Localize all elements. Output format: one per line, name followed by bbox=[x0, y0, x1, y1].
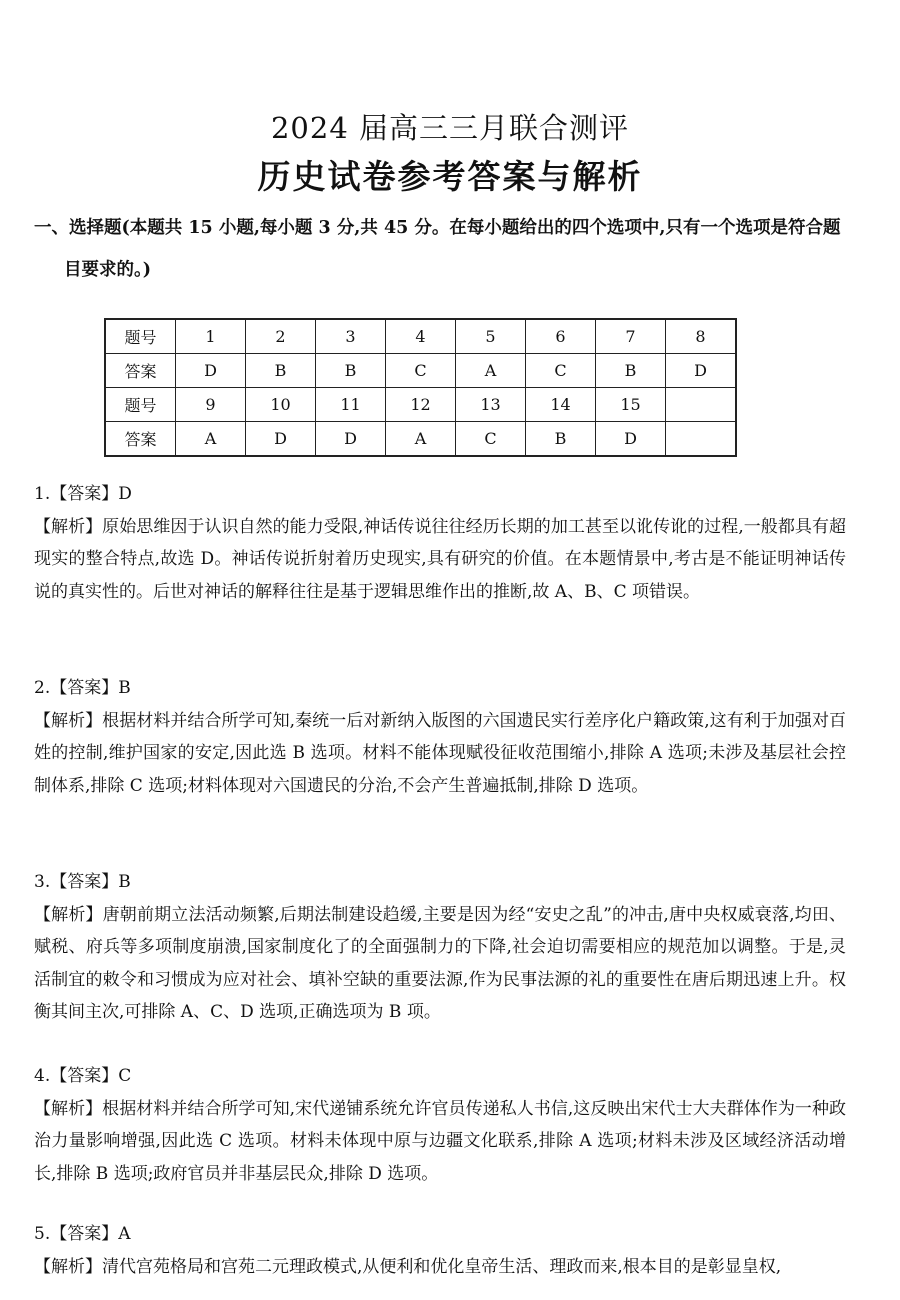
question-number: 12 bbox=[386, 388, 456, 422]
question-number: 3 bbox=[316, 319, 386, 354]
question-number: 8 bbox=[666, 319, 737, 354]
exam-title: 2024 届高三三月联合测评 bbox=[270, 111, 630, 145]
row-label: 题号 bbox=[105, 319, 176, 354]
answer-cell: D bbox=[316, 422, 386, 457]
explanation-5 bbox=[34, 1218, 846, 1283]
question-number: 13 bbox=[456, 388, 526, 422]
answer-cell: B bbox=[526, 422, 596, 457]
question-number: 1 bbox=[176, 319, 246, 354]
explanation-2 bbox=[34, 672, 846, 802]
row-label: 答案 bbox=[105, 354, 176, 388]
question-number: 7 bbox=[596, 319, 666, 354]
answer-heading: 3.【答案】B bbox=[34, 872, 131, 892]
answer-cell: A bbox=[176, 422, 246, 457]
answer-cell: D bbox=[176, 354, 246, 388]
explanation-text: 【解析】唐朝前期立法活动频繁,后期法制建设趋缓,主要是因为经“安史之乱”的冲击,唐中央权威衰落,均田、赋税、府兵等多项制度崩溃,国家制度化了的全面强制力的下降,社会迫切需要相应的规范加以调整。于是,灵活制宜的敕令和习惯成为应对社会、填补空缺的重要法源,作为民事法源的礼的重要性在唐后期迅速上升。权衡其间主次,可排除 A、C、D 选项,正确选项为 B 项。 bbox=[34, 904, 846, 1022]
explanation-text: 【解析】根据材料并结合所学可知,秦统一后对新纳入版图的六国遗民实行差序化户籍政策,这有利于加强对百姓的控制,维护国家的安定,因此选 B 选项。材料不能体现赋役征收范围缩小,排除 A 选项;未涉及基层社会控制体系,排除 C 选项;材料体现对六国遗民的分治,不会产生普遍抵制,排除 D 选项。 bbox=[34, 710, 846, 796]
section-heading-line2: 目要求的。) bbox=[64, 260, 152, 280]
empty-cell bbox=[666, 388, 737, 422]
empty-cell bbox=[666, 422, 737, 457]
answer-cell: C bbox=[456, 422, 526, 457]
table-row-answers-2 bbox=[105, 422, 736, 457]
answer-heading: 1.【答案】D bbox=[34, 484, 132, 504]
section-heading bbox=[34, 207, 846, 291]
table-row-answers-1 bbox=[105, 354, 736, 388]
answer-cell: B bbox=[246, 354, 316, 388]
question-number: 10 bbox=[246, 388, 316, 422]
explanation-3 bbox=[34, 866, 846, 1029]
question-number: 5 bbox=[456, 319, 526, 354]
answer-cell: A bbox=[456, 354, 526, 388]
explanation-text: 【解析】原始思维因于认识自然的能力受限,神话传说往往经历长期的加工甚至以讹传讹的过程,一般都具有超现实的整合特点,故选 D。神话传说折射着历史现实,具有研究的价值。在本题情景中,考古是不能证明神话传说的真实性的。后世对神话的解释往往是基于逻辑思维作出的推断,故 A、B、C 项错误。 bbox=[34, 516, 846, 602]
question-number: 11 bbox=[316, 388, 386, 422]
explanation-4 bbox=[34, 1060, 846, 1190]
question-number: 14 bbox=[526, 388, 596, 422]
question-number: 9 bbox=[176, 388, 246, 422]
document-title: 历史试卷参考答案与解析 bbox=[257, 157, 643, 196]
answer-cell: B bbox=[596, 354, 666, 388]
answer-cell: D bbox=[246, 422, 316, 457]
question-number: 4 bbox=[386, 319, 456, 354]
answer-heading: 5.【答案】A bbox=[34, 1224, 131, 1244]
answer-table bbox=[104, 318, 737, 457]
section-heading-line1: 一、选择题(本题共 15 小题,每小题 3 分,共 45 分。在每小题给出的四个选项中,只有一个选项是符合题 bbox=[34, 218, 841, 238]
answer-cell: C bbox=[526, 354, 596, 388]
row-label: 答案 bbox=[105, 422, 176, 457]
answer-cell: D bbox=[666, 354, 737, 388]
explanation-text: 【解析】根据材料并结合所学可知,宋代递铺系统允许官员传递私人书信,这反映出宋代士大夫群体作为一种政治力量影响增强,因此选 C 选项。材料未体现中原与边疆文化联系,排除 A 选项;材料未涉及区域经济活动增长,排除 B 选项;政府官员并非基层民众,排除 D 选项。 bbox=[34, 1098, 846, 1184]
table-row-numbers-1 bbox=[105, 319, 736, 354]
answer-cell: B bbox=[316, 354, 386, 388]
question-number: 6 bbox=[526, 319, 596, 354]
answer-cell: A bbox=[386, 422, 456, 457]
question-number: 15 bbox=[596, 388, 666, 422]
answer-heading: 2.【答案】B bbox=[34, 678, 131, 698]
question-number: 2 bbox=[246, 319, 316, 354]
row-label: 题号 bbox=[105, 388, 176, 422]
answer-heading: 4.【答案】C bbox=[34, 1066, 132, 1086]
explanation-1 bbox=[34, 478, 846, 608]
table-row-numbers-2 bbox=[105, 388, 736, 422]
explanation-text: 【解析】清代宫苑格局和宫苑二元理政模式,从便利和优化皇帝生活、理政而来,根本目的是彰显皇权, bbox=[34, 1256, 782, 1277]
answer-cell: D bbox=[596, 422, 666, 457]
answer-cell: C bbox=[386, 354, 456, 388]
